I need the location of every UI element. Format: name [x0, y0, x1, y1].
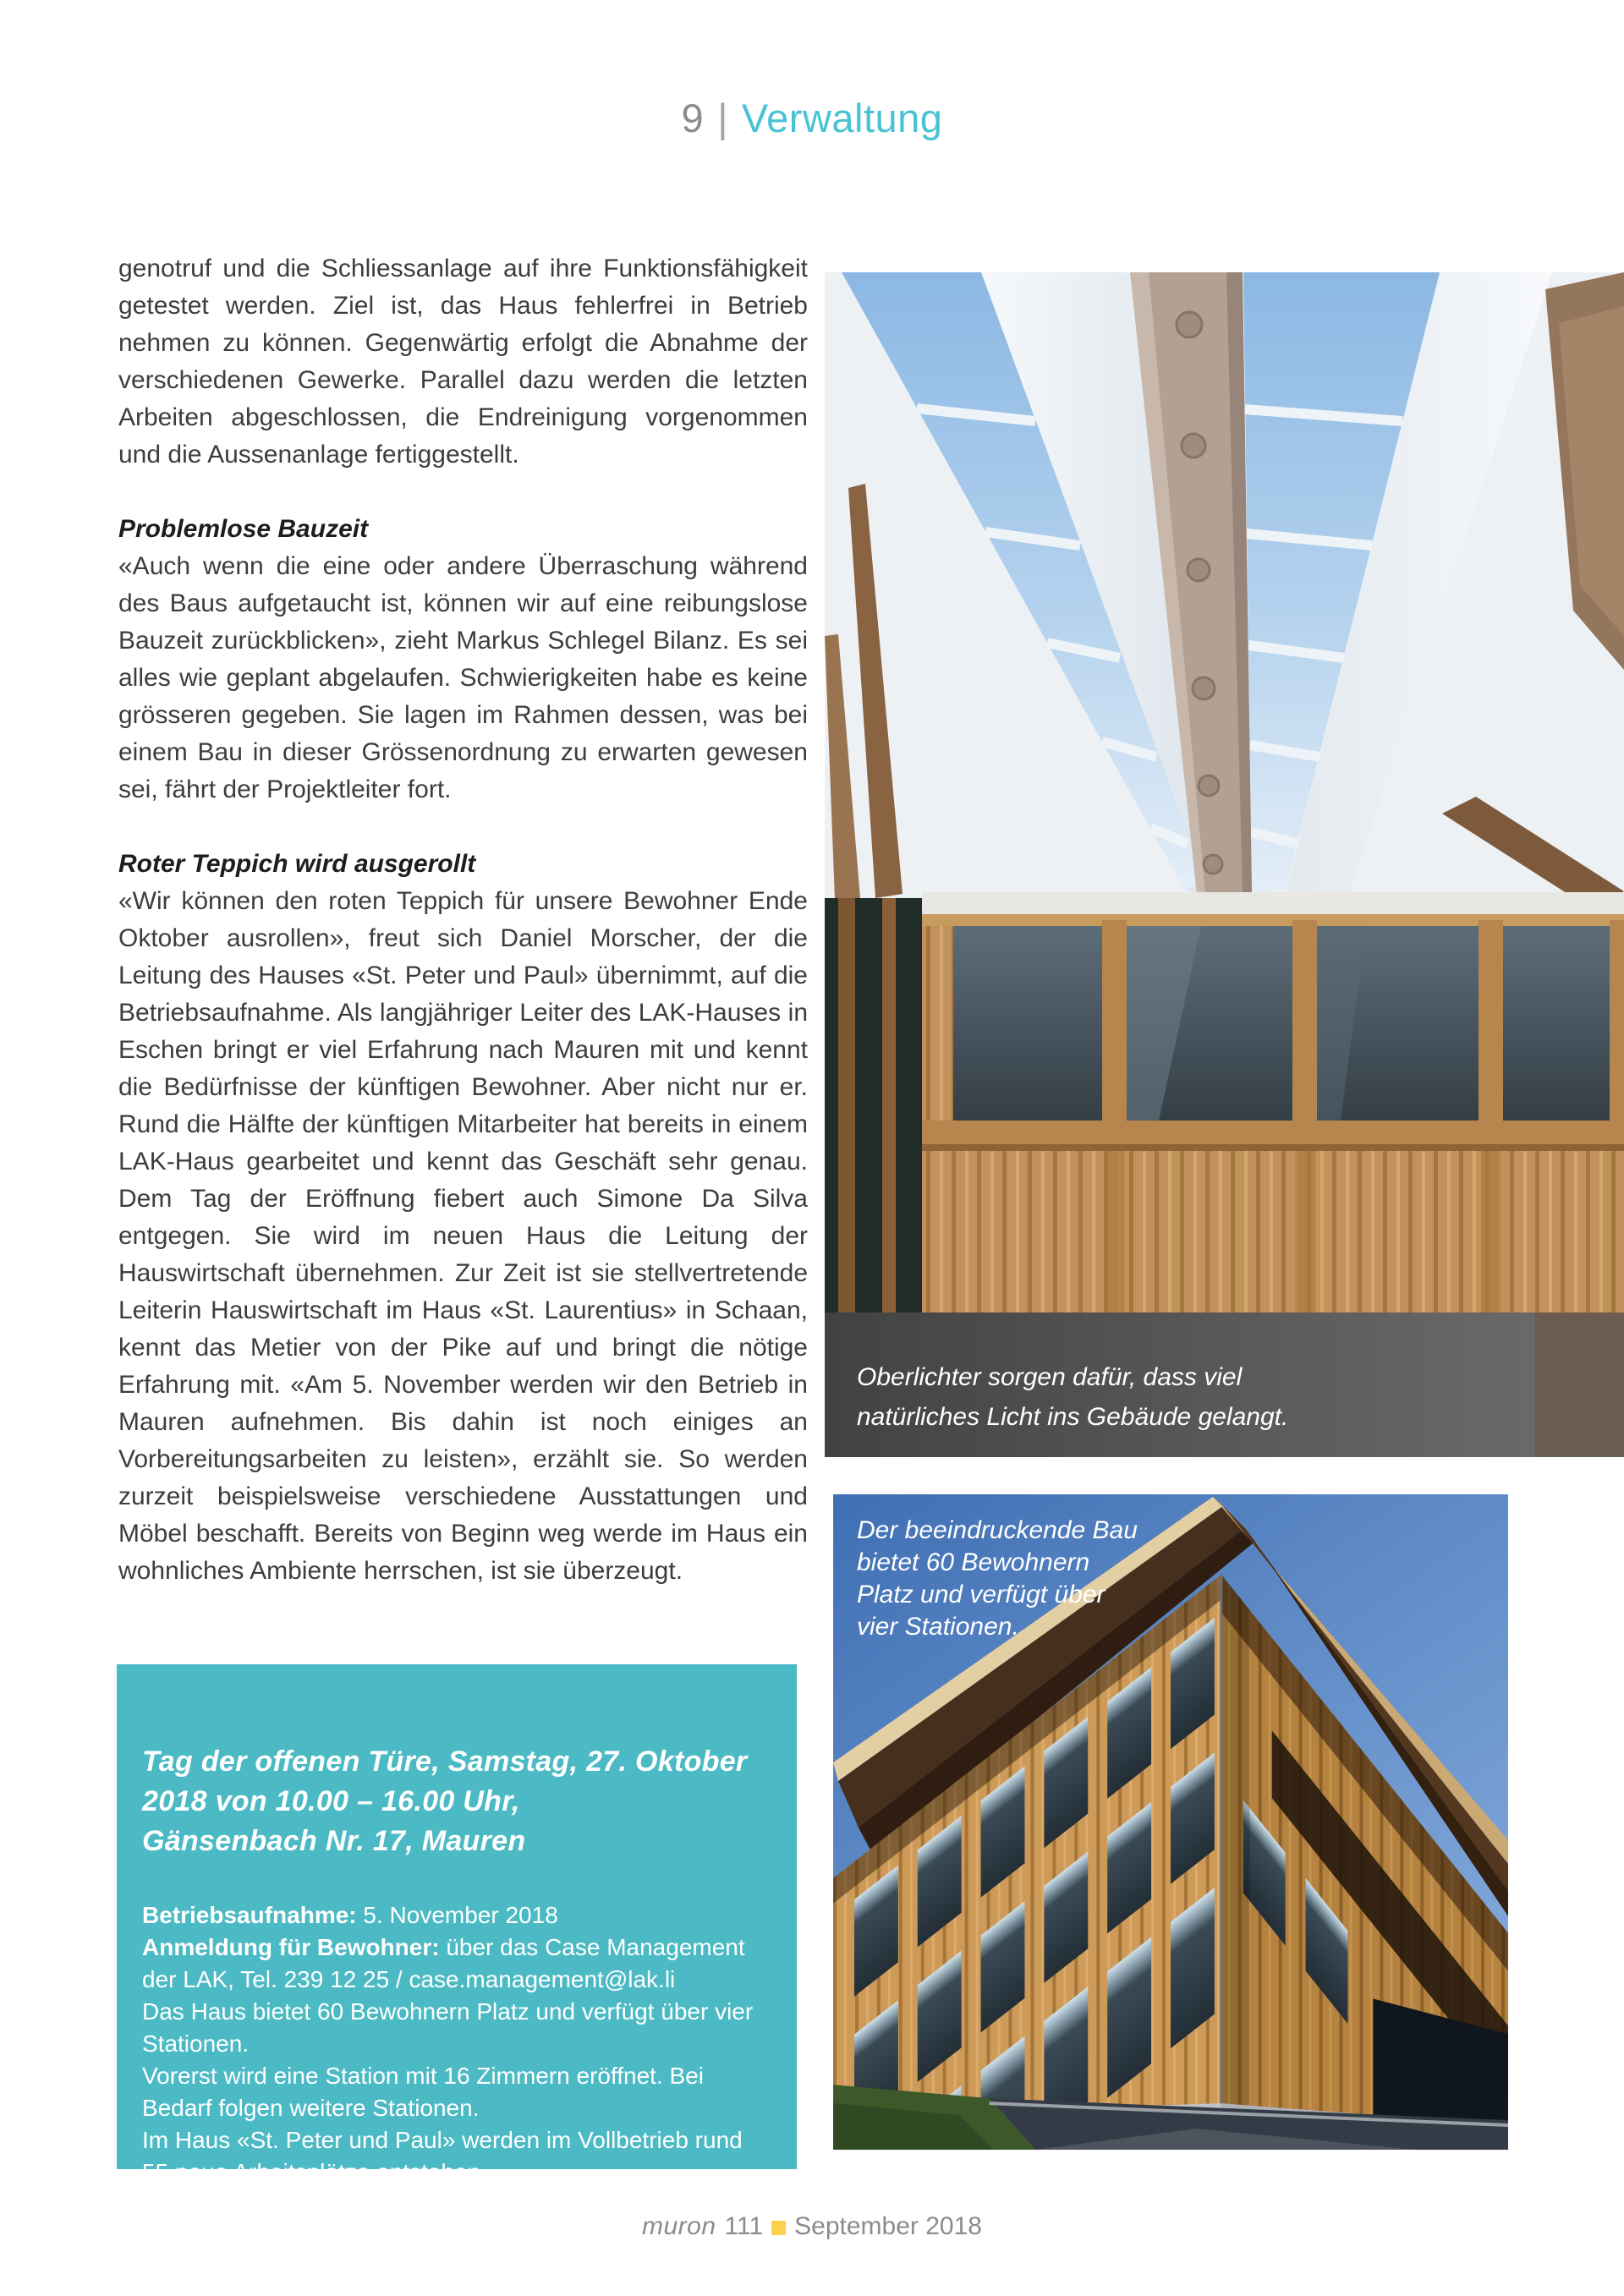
- page-header: [0, 95, 1624, 141]
- section-title: Verwaltung: [741, 96, 943, 140]
- open-day-info-box: [117, 1664, 797, 2185]
- info-box-details: [142, 1899, 771, 2189]
- info-item-stationen: Vorerst wird eine Station mit 16 Zimmern eröffnet. Bei Bedarf folgen weitere Stationen.: [142, 2063, 704, 2121]
- article-paragraph-bauzeit: «Auch wenn die eine oder andere Überraschung während des Baus aufgetaucht ist, können wir auf eine reibungslose Bauzeit zurückblicken», zieht Markus Schlegel Bilanz. Es sei alles wie geplant abgelaufen. Schwierigkeiten habe es keine grösseren gegeben. Sie lagen im Rahmen dessen, was bei einem Bau in dieser Grössenordnung zu erwarten gewesen sei, fährt der Projektleiter fort.: [118, 552, 808, 803]
- caption-skylight-line: natürliches Licht ins Gebäude gelangt.: [857, 1403, 1289, 1431]
- info-item-kapazitaet: Das Haus bietet 60 Bewohnern Platz und verfügt über vier Stationen.: [142, 1998, 754, 2057]
- article-intro-paragraph: genotruf und die Schliessanlage auf ihre Funktionsfähigkeit getestet werden. Ziel ist, das Haus fehlerfrei in Betrieb nehmen zu können. Gegenwärtig erfolgt die Abnahme der verschiedenen Gewerke. Parallel dazu werden die letzten Arbeiten abgeschlossen, die Endreinigung vorgenommen und die Aussenanlage fertiggestellt.: [118, 255, 808, 469]
- caption-skylight-line: Oberlichter sorgen dafür, dass viel: [857, 1363, 1243, 1391]
- caption-building: [857, 1515, 1330, 1643]
- article-heading-teppich: Roter Teppich wird ausgerollt: [118, 850, 476, 878]
- info-box-title-line: Gänsenbach Nr. 17, Mauren: [142, 1825, 526, 1857]
- header-divider: |: [717, 96, 728, 140]
- info-item-betriebsaufnahme: Betriebsaufnahme: 5. November 2018: [142, 1902, 558, 1928]
- photo-building-exterior: [833, 1494, 1508, 2150]
- info-box-title-line: 2018 von 10.00 – 16.00 Uhr,: [142, 1785, 520, 1817]
- info-box-title: [142, 1742, 771, 1861]
- window-glass-panes: [953, 926, 1610, 1121]
- caption-building-line: Der beeindruckende Bau: [857, 1516, 1138, 1544]
- article-column: [118, 250, 808, 1627]
- magazine-name: muron: [642, 2212, 716, 2240]
- page-number: 9: [681, 96, 705, 140]
- info-box-title-line: Tag der offenen Türe, Samstag, 27. Oktober: [142, 1745, 748, 1778]
- caption-building-line: bietet 60 Bewohnern: [857, 1548, 1090, 1576]
- info-item-arbeitsplaetze: Im Haus «St. Peter und Paul» werden im Vollbetrieb rund 55 neue Arbeitsplätze entstehen.: [142, 2127, 743, 2185]
- photo-skylight-interior: [825, 272, 1624, 1457]
- caption-building-line: Platz und verfügt über: [857, 1581, 1106, 1608]
- skylight-photo-illustration: [825, 272, 1624, 1457]
- footer-square-icon: [771, 2221, 786, 2235]
- caption-building-line: vier Stationen.: [857, 1613, 1019, 1641]
- issue-number: 111: [724, 2212, 764, 2240]
- footer-date: September 2018: [794, 2212, 982, 2240]
- page-footer: [0, 2212, 1624, 2241]
- caption-skylight: [857, 1357, 1398, 1437]
- article-paragraph-teppich: «Wir können den roten Teppich für unsere Bewohner Ende Oktober ausrollen», freut sich Daniel Morscher, der die Leitung des Hauses «St. Peter und Paul» übernimmt, auf die Betriebsaufnahme. Als langjähriger Leiter des LAK-Hauses in Eschen bringt er viel Erfahrung nach Mauren mit und kennt die Bedürfnisse der künftigen Bewohner. Aber nicht nur er. Rund die Hälfte der künftigen Mitarbeiter hat bereits in einem LAK-Haus gearbeitet und kennt das Geschäft sehr genau. Dem Tag der Eröffnung fiebert auch Simone Da Silva entgegen. Sie wird im neuen Haus die Leitung der Hauswirtschaft übernehmen. Zur Zeit ist sie stellvertretende Leiterin Hauswirtschaft im Haus «St. Laurentius» in Schaan, kennt das Metier von der Pike auf und bringt die nötige Erfahrung mit. «Am 5. November werden wir den Betrieb in Mauren aufnehmen. Bis dahin ist noch einiges an Vorbereitungsarbeiten zu leisten», erzählt sie. So werden zurzeit beispielsweise verschiedene Ausstattungen und Möbel beschafft. Bereits von Beginn weg werde im Haus ein wohnliches Ambiente herrschen, ist sie überzeugt.: [118, 887, 808, 1585]
- info-item-anmeldung: Anmeldung für Bewohner: über das Case Management der LAK, Tel. 239 12 25 / case.management@lak.li: [142, 1934, 745, 1992]
- article-heading-bauzeit: Problemlose Bauzeit: [118, 515, 369, 543]
